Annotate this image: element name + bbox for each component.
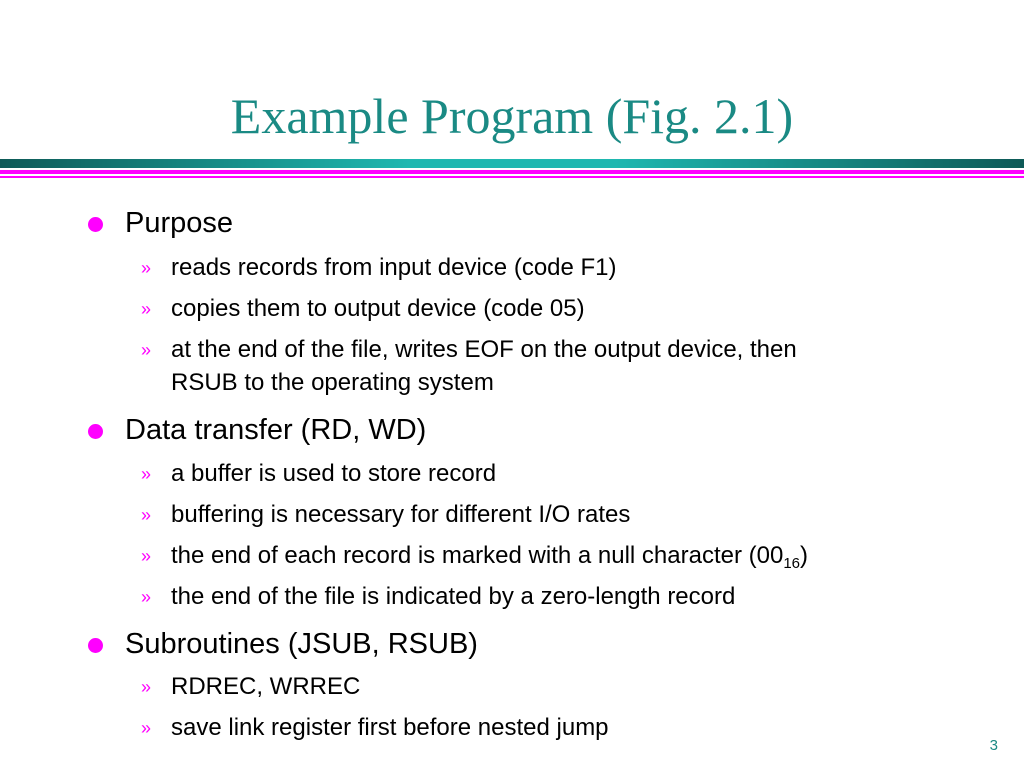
list-item-text-end: ) — [800, 542, 809, 569]
list-item — [171, 540, 808, 572]
section-heading-data-transfer: Data transfer (RD, WD) — [125, 414, 427, 446]
list-item-continuation: RSUB to the operating system — [171, 369, 494, 396]
list-item-text: the end of each record is marked with a null character (00 — [171, 542, 784, 569]
bullet-dot — [88, 638, 103, 653]
bullet-dot — [88, 424, 103, 439]
sub-bullet-marker: » — [141, 299, 152, 319]
list-item: the end of the file is indicated by a zero-length record — [171, 583, 736, 610]
sub-bullet-marker: » — [141, 587, 152, 607]
section-heading-subroutines: Subroutines (JSUB, RSUB) — [125, 628, 478, 660]
list-item: reads records from input device (code F1) — [171, 254, 617, 281]
subscript: 16 — [783, 555, 801, 572]
sub-bullet-marker: » — [141, 340, 152, 360]
sub-bullet-marker: » — [141, 464, 152, 484]
list-item: buffering is necessary for different I/O rates — [171, 501, 631, 528]
list-item: a buffer is used to store record — [171, 460, 497, 487]
list-item: RDREC, WRREC — [171, 673, 361, 700]
list-item: copies them to output device (code 05) — [171, 295, 585, 322]
sub-bullet-marker: » — [141, 546, 152, 566]
list-item: save link register first before nested jump — [171, 714, 609, 741]
slide-title: Example Program (Fig. 2.1) — [230, 88, 794, 144]
page-number: 3 — [989, 737, 998, 754]
sub-bullet-marker: » — [141, 718, 152, 738]
bullet-dot — [88, 217, 103, 232]
sub-bullet-marker: » — [141, 258, 152, 278]
sub-bullet-marker: » — [141, 505, 152, 525]
sub-bullet-marker: » — [141, 677, 152, 697]
section-heading-purpose: Purpose — [125, 207, 234, 239]
list-item: at the end of the file, writes EOF on the output device, then — [171, 336, 797, 363]
